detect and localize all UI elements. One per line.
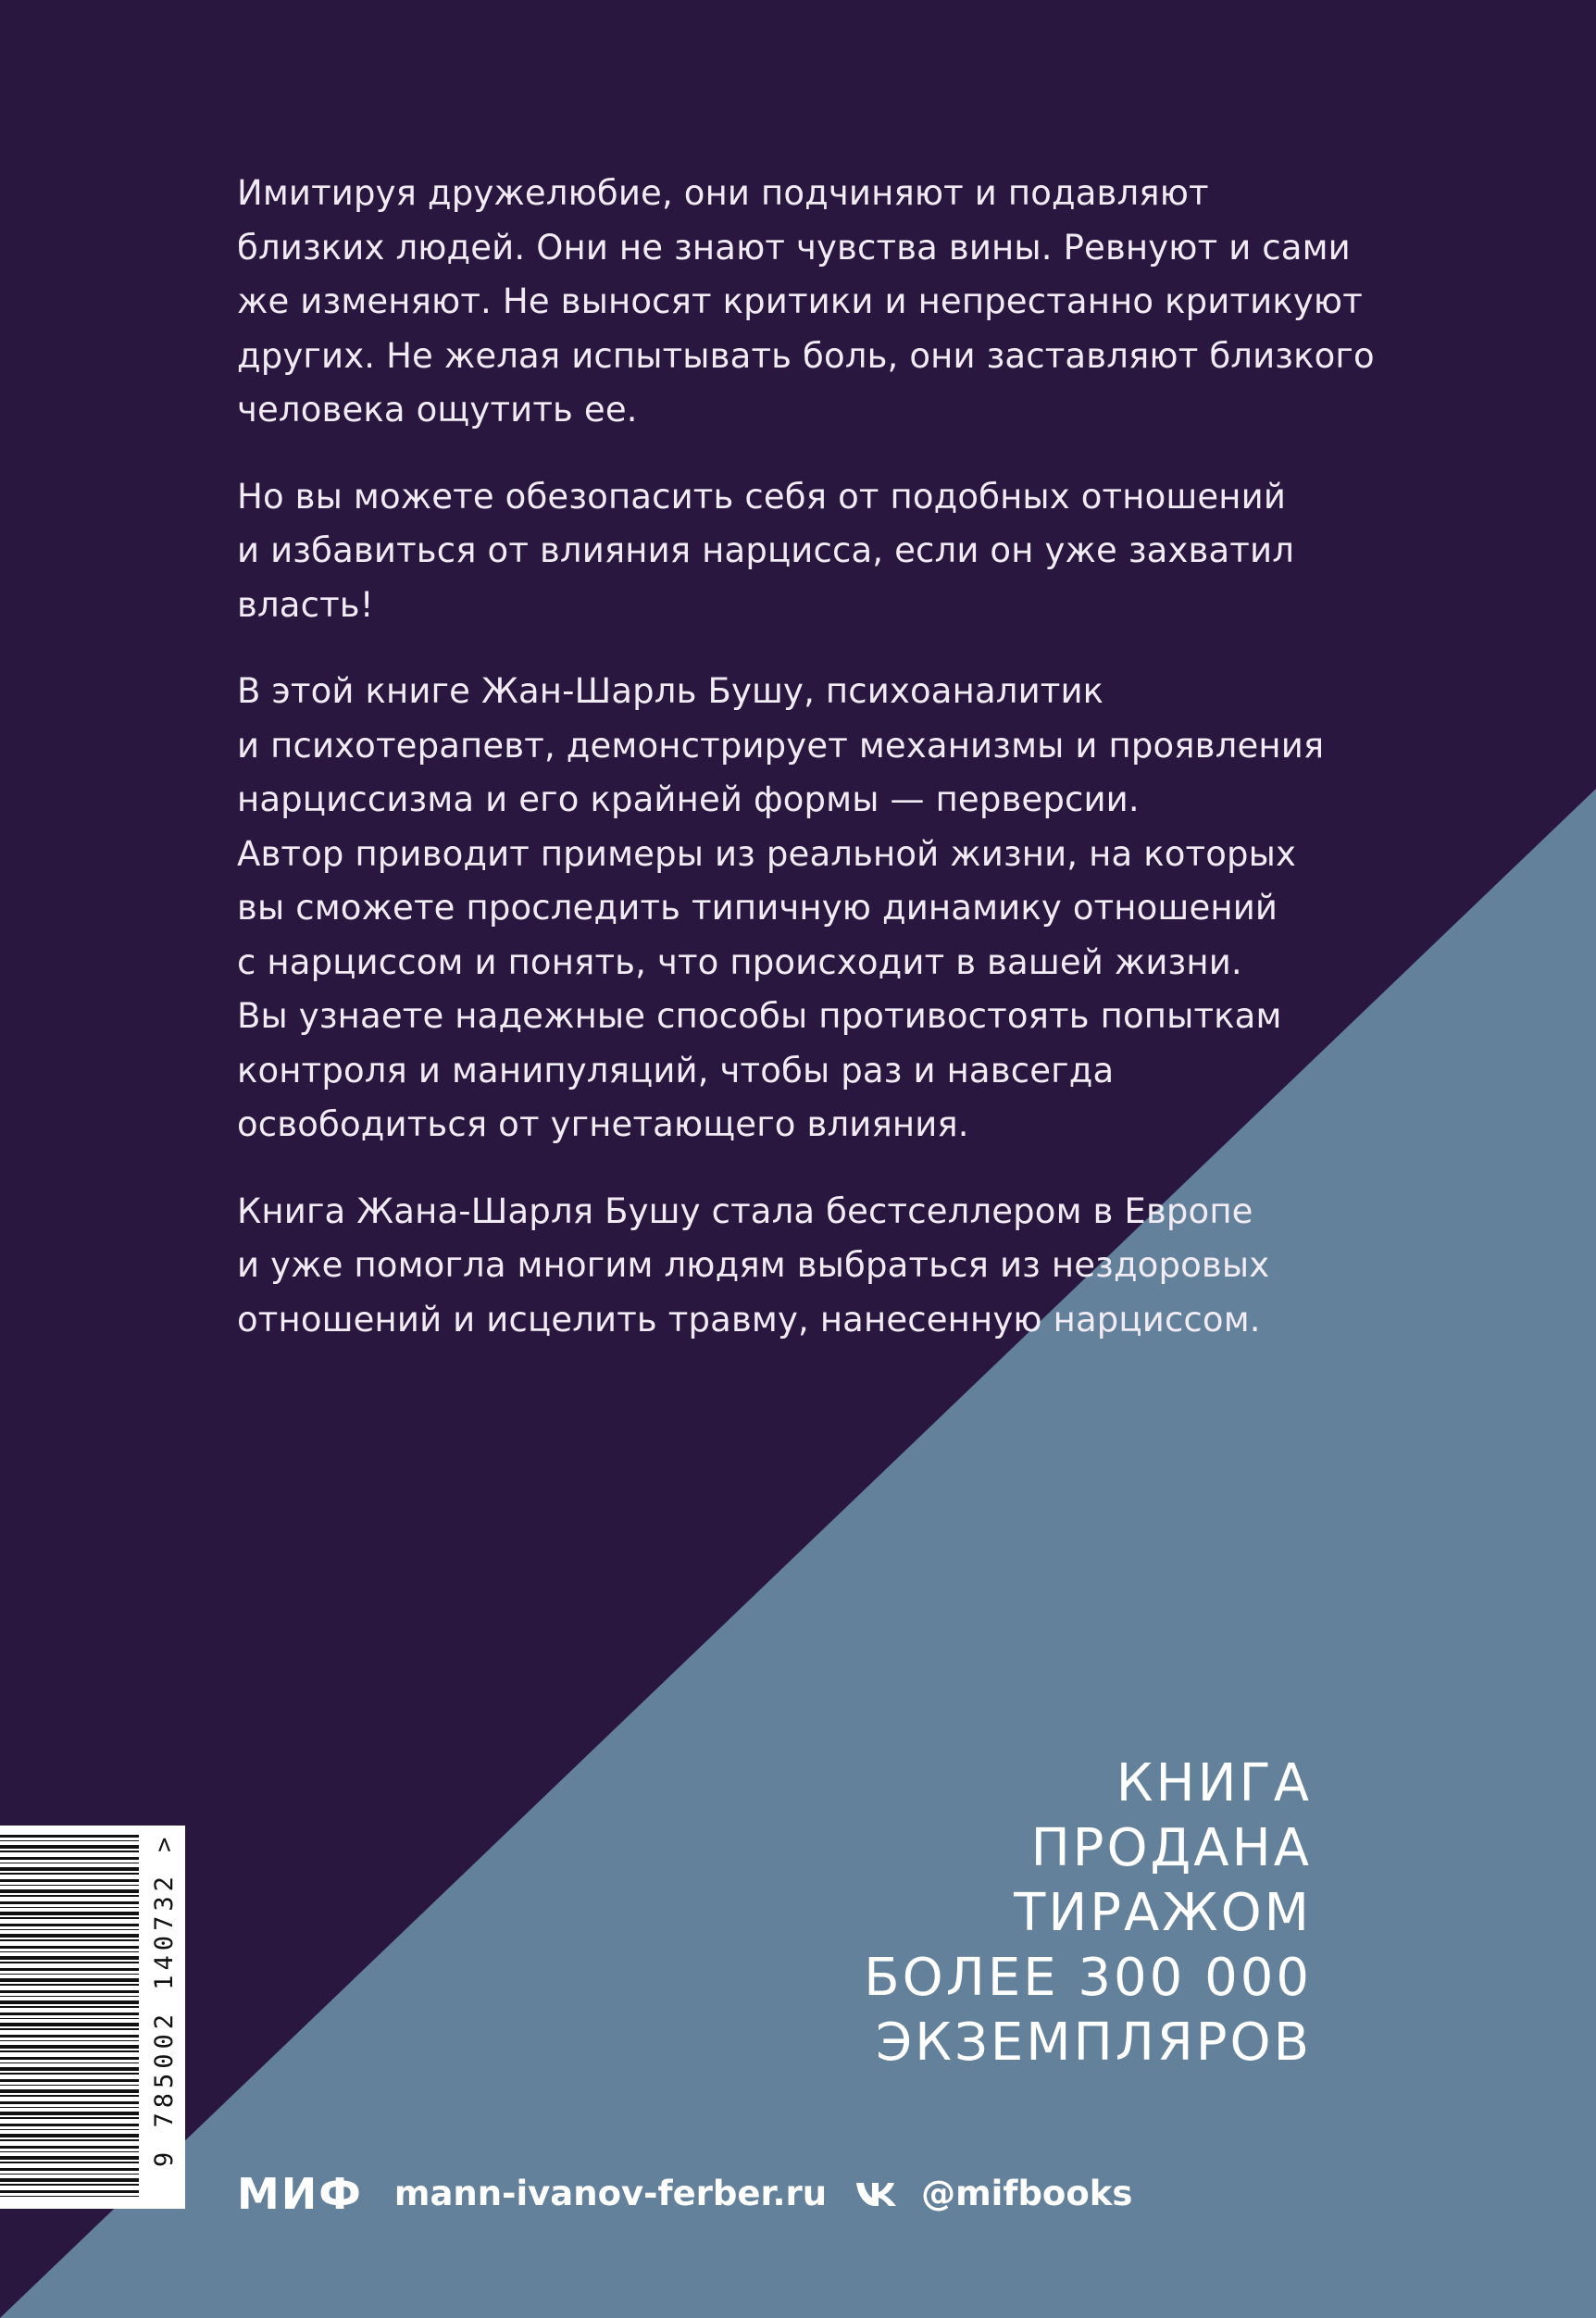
text-line: Но вы можете обезопасить себя от подобных отношений: [237, 476, 1287, 517]
sales-claim-line: ПРОДАНА: [1030, 1818, 1312, 1878]
text-line: контроля и манипуляций, чтобы раз и навсегда: [237, 1050, 1115, 1090]
text-line: же изменяют. Не выносят критики и непрестанно критикуют: [237, 281, 1363, 321]
description-paragraph-3: [237, 665, 1366, 1153]
isbn-barcode: [0, 1826, 185, 2209]
text-line: отношений и исцелить травму, нанесенную нарциссом.: [237, 1299, 1261, 1340]
vk-icon: [854, 2180, 899, 2208]
text-line: нарциссизма и его крайней формы — перверсии.: [237, 779, 1140, 819]
text-line: и уже помогла многим людям выбраться из нездоровых: [237, 1245, 1270, 1285]
text-line: вы сможете проследить типичную динамику отношений: [237, 888, 1278, 928]
sales-claim: [864, 1751, 1312, 2075]
sales-claim-line: БОЛЕЕ 300 000: [864, 1948, 1312, 2008]
text-line: Вы узнаете надежные способы противостоять попыткам: [237, 996, 1282, 1036]
text-line: и психотерапевт, демонстрирует механизмы и проявления: [237, 725, 1325, 766]
sales-claim-line: ТИРАЖОМ: [1014, 1883, 1312, 1943]
text-line: Автор приводит примеры из реальной жизни, на которых: [237, 833, 1297, 874]
sales-claim-line: ЭКЗЕМПЛЯРОВ: [876, 2013, 1312, 2073]
publisher-website: mann-ivanov-ferber.ru: [393, 2174, 828, 2213]
sales-claim-line: КНИГА: [1116, 1753, 1312, 1813]
description-paragraph-2: [237, 470, 1366, 633]
text-line: других. Не желая испытывать боль, они заставляют близкого: [237, 335, 1375, 376]
text-line: власть!: [237, 584, 374, 625]
book-description: [237, 167, 1375, 1379]
text-line: с нарциссом и понять, что происходит в вашей жизни.: [237, 941, 1242, 982]
text-line: близких людей. Они не знают чувства вины. Ревнуют и сами: [237, 227, 1351, 268]
barcode-bars: [0, 1835, 139, 2200]
text-line: человека ощутить ее.: [237, 390, 638, 430]
text-line: и избавиться от влияния нарцисса, если он уже захватил: [237, 530, 1295, 570]
text-line: освободиться от угнетающего влияния.: [237, 1104, 969, 1144]
publisher-footer: [237, 2166, 1132, 2222]
text-line: В этой книге Жан-Шарль Бушу, психоаналитик: [237, 671, 1104, 711]
description-paragraph-4: [237, 1185, 1366, 1348]
text-line: Книга Жана-Шарля Бушу стала бестселлером в Европе: [237, 1190, 1253, 1231]
text-line: Имитируя дружелюбие, они подчиняют и подавляют: [237, 173, 1209, 213]
social-handle: @mifbooks: [921, 2174, 1133, 2213]
barcode-digits: 9 785002 140732 >: [150, 1833, 179, 2168]
description-paragraph-1: [237, 167, 1375, 438]
publisher-logo: МИФ: [237, 2169, 363, 2219]
